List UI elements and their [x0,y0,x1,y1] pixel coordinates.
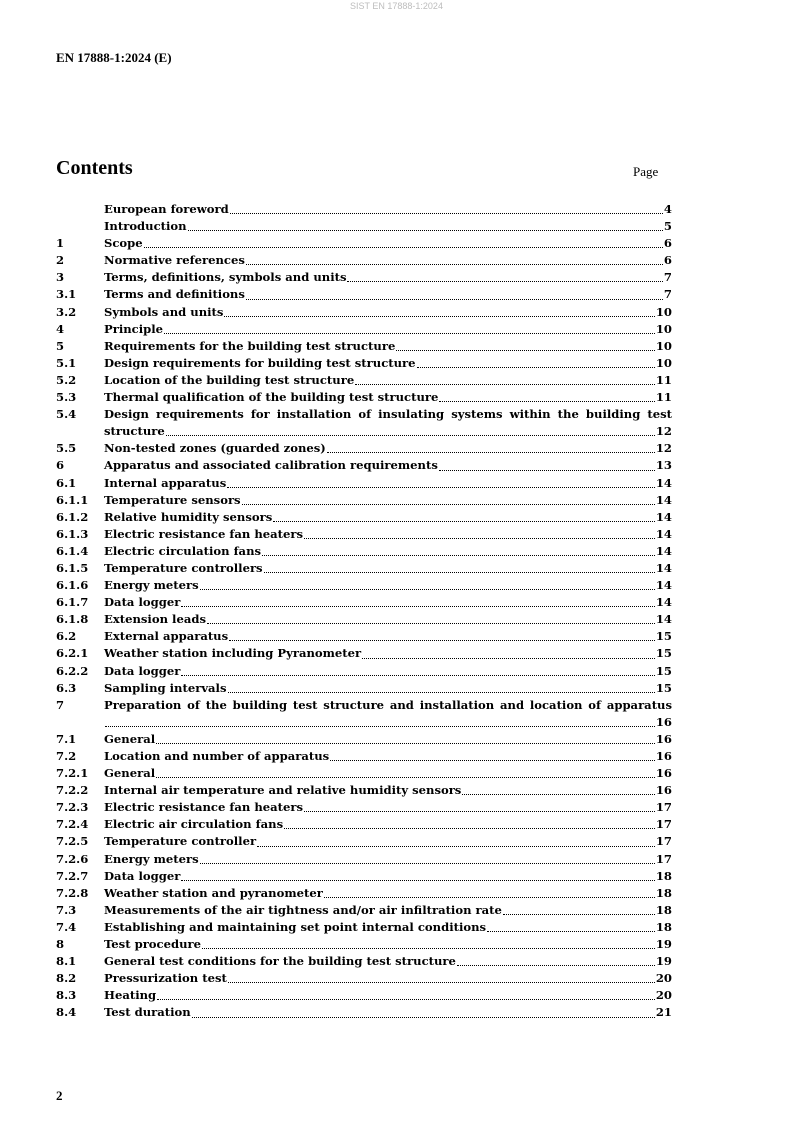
toc-entry-title: Principle [104,321,164,336]
toc-entry-title: Normative references [104,253,245,268]
toc-entry[interactable] [56,440,672,457]
toc-entry-number: 5.1 [56,355,77,370]
dot-leader [330,760,655,761]
toc-entry-page: 6 [663,253,672,268]
toc-entry-title: Electric resistance fan heaters [104,526,304,541]
toc-entry-number: 6.1.4 [56,543,89,558]
toc-entry-number: 8 [56,937,65,952]
toc-entry[interactable] [56,543,672,560]
toc-entry[interactable] [56,628,672,645]
dot-leader [503,914,655,915]
toc-entry-number: 6.1.3 [56,526,89,541]
toc-entry[interactable] [56,475,672,492]
toc-entry[interactable] [56,252,672,269]
toc-entry-title: Symbols and units [104,304,224,319]
toc-entry[interactable] [56,457,672,474]
toc-entry[interactable] [56,338,672,355]
toc-entry-title: Sampling intervals [104,680,227,695]
toc-entry-page: 6 [663,236,672,251]
toc-entry-number: 6.1.8 [56,612,89,627]
toc-entry-number: 6.2.1 [56,646,89,661]
toc-entry[interactable] [56,868,672,885]
dot-leader [439,401,655,402]
table-of-contents [56,201,672,1022]
toc-entry[interactable] [56,269,672,286]
toc-entry-number: 6.1.1 [56,492,89,507]
toc-entry-page: 17 [655,851,672,866]
toc-entry-page: 12 [655,424,672,439]
toc-entry-title: Scope [104,236,143,251]
toc-entry-page: 11 [655,372,672,387]
toc-entry[interactable] [56,765,672,782]
toc-entry[interactable] [56,594,672,611]
toc-entry-page: 19 [655,937,672,952]
toc-entry[interactable] [56,680,672,697]
toc-entry-number: 7.2.8 [56,885,89,900]
dot-leader [362,658,655,659]
dot-leader [304,811,655,812]
toc-entry-title: Measurements of the air tightness and/or air infiltration rate [104,902,502,917]
toc-entry[interactable] [56,509,672,526]
toc-entry-page: 7 [663,270,672,285]
toc-entry-page: 10 [655,338,672,353]
toc-entry-number: 5.3 [56,390,77,405]
document-id: EN 17888-1:2024 (E) [56,50,172,65]
toc-entry-page: 16 [655,714,672,729]
toc-entry[interactable] [56,782,672,799]
toc-entry-title: Temperature sensors [104,492,241,507]
toc-entry-title: Test duration [104,1005,191,1020]
toc-entry-number: 7.1 [56,731,77,746]
toc-entry-page: 18 [655,902,672,917]
dot-leader [242,504,655,505]
toc-entry-page: 12 [655,441,672,456]
dot-leader [230,213,663,214]
toc-entry-title: Weather station and pyranometer [104,885,323,900]
toc-entry-title: Location and number of apparatus [104,749,330,763]
toc-entry-page: 16 [655,749,672,763]
toc-entry-page: 14 [655,526,672,541]
dot-leader [457,965,655,966]
toc-entry-page: 14 [655,612,672,627]
dot-leader [200,589,655,590]
dot-leader [487,931,655,932]
dot-leader [192,1017,655,1018]
toc-entry[interactable] [56,885,672,902]
toc-entry[interactable] [56,970,672,987]
toc-entry-number: 7 [56,697,65,712]
toc-entry-number: 1 [56,236,65,251]
toc-entry-page: 4 [663,202,672,216]
toc-entry-title: Internal apparatus [104,475,227,490]
toc-entry[interactable] [56,953,672,970]
toc-entry[interactable] [56,799,672,816]
toc-entry-number: 5.5 [56,441,77,456]
toc-entry-page: 15 [655,629,672,644]
dot-leader [262,555,655,556]
toc-entry-title: General test conditions for the building test structure [104,954,456,969]
toc-entry-number: 6.1 [56,475,77,490]
dot-leader [157,999,655,1000]
toc-entry-page: 14 [655,543,672,558]
toc-entry-page: 14 [655,595,672,610]
dot-leader [156,777,655,778]
toc-entry[interactable] [56,355,672,372]
toc-entry[interactable] [56,492,672,509]
toc-entry-title: Electric air circulation fans [104,817,284,832]
toc-entry-number: 7.2.3 [56,800,89,815]
toc-entry[interactable] [56,389,672,406]
toc-entry[interactable] [56,748,672,765]
toc-entry-number: 6.2 [56,629,77,644]
dot-leader [396,350,655,351]
toc-entry-title: Electric resistance fan heaters [104,800,304,815]
toc-entry-page: 15 [655,646,672,661]
toc-entry-number: 3.1 [56,287,77,302]
toc-entry-title: Energy meters [104,578,199,593]
toc-entry[interactable] [56,577,672,594]
toc-entry-title: Electric circulation fans [104,543,262,558]
toc-entry[interactable] [56,816,672,833]
toc-entry-title: Apparatus and associated calibration requirements [104,458,438,473]
toc-entry-page: 18 [655,919,672,934]
dot-leader [228,692,655,693]
toc-entry-number: 6.1.2 [56,509,89,524]
toc-entry-title: General [104,731,156,746]
dot-leader [304,538,655,539]
toc-entry-title: Design requirements for installation of insulating systems within the building test [104,407,672,422]
dot-leader [207,623,655,624]
toc-entry[interactable] [56,560,672,577]
toc-entry-page: 17 [655,800,672,815]
toc-entry-page: 20 [655,971,672,986]
toc-entry-page: 11 [655,390,672,405]
toc-entry-title: Pressurization test [104,971,227,986]
toc-entry-number: 7.2.6 [56,851,89,866]
dot-leader [355,384,655,385]
toc-entry-number: 5.2 [56,372,77,387]
toc-entry-page: 16 [655,783,672,798]
dot-leader [284,828,655,829]
toc-entry-number: 7.4 [56,919,77,934]
toc-entry-title: Design requirements for building test structure [104,355,416,370]
page-number: 2 [56,1088,63,1103]
toc-entry-page: 14 [655,560,672,575]
toc-entry-page: 10 [655,355,672,370]
toc-entry-page: 18 [655,885,672,900]
dot-leader [227,487,655,488]
toc-entry-title: Test procedure [104,937,201,952]
toc-entry-page: 21 [655,1005,672,1020]
dot-leader [246,264,663,265]
toc-entry-title: Location of the building test structure [104,372,355,387]
toc-entry[interactable] [56,372,672,389]
toc-entry-number: 6.1.6 [56,578,89,593]
toc-entry-number: 5.4 [56,407,77,422]
toc-entry-number: 6 [56,458,65,473]
toc-entry-number: 8.3 [56,988,77,1003]
dot-leader [324,897,655,898]
toc-entry[interactable] [56,611,672,628]
toc-entry-number: 7.2 [56,749,77,763]
toc-entry[interactable] [56,201,672,218]
toc-entry-page: 19 [655,954,672,969]
dot-leader [439,470,655,471]
dot-leader [164,333,655,334]
toc-entry[interactable] [56,851,672,868]
toc-entry-page: 14 [655,492,672,507]
toc-entry-number: 3 [56,270,65,285]
dot-leader [181,606,655,607]
toc-entry[interactable] [56,286,672,303]
toc-entry[interactable] [56,919,672,936]
toc-entry-title: European foreword [104,202,229,216]
toc-entry-number: 5 [56,338,65,353]
toc-entry-page: 5 [663,219,672,234]
dot-leader [273,521,655,522]
toc-entry-title: General [104,766,156,781]
toc-entry-title: Data logger [104,868,181,883]
watermark: SIST EN 17888-1:2024 [350,1,443,11]
toc-entry[interactable] [56,833,672,850]
toc-entry-page: 14 [655,509,672,524]
toc-entry[interactable] [56,1004,672,1021]
dot-leader [347,281,662,282]
toc-entry-title: Establishing and maintaining set point internal conditions [104,919,487,934]
toc-entry-title: Heating [104,988,157,1003]
toc-entry-number: 7.2.5 [56,834,89,849]
toc-entry-title: Requirements for the building test structure [104,338,396,353]
dot-leader [228,982,655,983]
toc-entry-number: 6.1.7 [56,595,89,610]
toc-entry[interactable] [56,902,672,919]
toc-entry-page: 14 [655,578,672,593]
toc-entry[interactable] [56,218,672,235]
toc-entry-number: 4 [56,321,65,336]
toc-entry-number: 6.2.2 [56,663,89,678]
dot-leader [264,572,655,573]
dot-leader [224,316,654,317]
toc-entry-page: 10 [655,321,672,336]
toc-entry-title: Temperature controllers [104,560,263,575]
dot-leader [144,247,663,248]
dot-leader [229,640,655,641]
page-column-label: Page [633,164,659,179]
dot-leader [188,230,663,231]
dot-leader [257,846,655,847]
toc-entry-page: 14 [655,475,672,490]
toc-entry-page: 10 [655,304,672,319]
toc-entry-page: 17 [655,834,672,849]
dot-leader [181,675,655,676]
toc-entry-page: 16 [655,731,672,746]
toc-entry[interactable] [56,645,672,662]
toc-entry-title: Data logger [104,663,181,678]
toc-entry-title: Thermal qualification of the building test structure [104,390,439,405]
dot-leader [417,367,655,368]
toc-entry[interactable] [56,697,672,731]
toc-entry-number: 7.2.7 [56,868,89,883]
toc-entry-title-continued: structure [104,424,165,439]
toc-entry-page: 15 [655,663,672,678]
toc-entry-number: 2 [56,253,65,268]
toc-entry-number: 7.2.1 [56,766,89,781]
toc-entry-title: Extension leads [104,612,206,627]
toc-entry[interactable] [56,304,672,321]
toc-entry-page: 20 [655,988,672,1003]
toc-entry-number: 7.2.2 [56,783,89,798]
toc-entry-number: 7.3 [56,902,77,917]
toc-entry-title: Terms, definitions, symbols and units [104,270,347,285]
toc-entry[interactable] [56,663,672,680]
toc-entry-page: 18 [655,868,672,883]
toc-entry[interactable] [56,526,672,543]
toc-entry[interactable] [56,987,672,1004]
toc-entry-title: Terms and definitions [104,287,245,302]
toc-entry-title: Preparation of the building test structure and installation and location of apparatus [104,697,672,712]
toc-entry-title: Weather station including Pyranometer [104,646,362,661]
toc-entry-number: 3.2 [56,304,77,319]
toc-entry-number: 8.4 [56,1005,77,1020]
toc-entry-number: 8.2 [56,971,77,986]
toc-entry-title: Relative humidity sensors [104,509,273,524]
toc-entry-title: Energy meters [104,851,199,866]
toc-entry[interactable] [56,321,672,338]
toc-entry-title: Data logger [104,595,181,610]
toc-entry-page: 7 [663,287,672,302]
page-title: Contents [56,157,133,179]
toc-entry[interactable] [56,235,672,252]
toc-entry-number: 8.1 [56,954,77,969]
toc-entry-page: 15 [655,680,672,695]
dot-leader [462,794,655,795]
toc-entry-page: 17 [655,817,672,832]
toc-entry[interactable] [56,731,672,748]
dot-leader [105,726,655,727]
dot-leader [156,743,655,744]
dot-leader [327,452,655,453]
toc-entry-title: Temperature controller [104,834,257,849]
toc-entry[interactable] [56,936,672,953]
toc-entry-number: 6.3 [56,680,77,695]
dot-leader [200,863,655,864]
toc-entry-page: 13 [655,458,672,473]
toc-entry-number: 6.1.5 [56,560,89,575]
dot-leader [181,880,655,881]
dot-leader [246,299,663,300]
dot-leader [166,435,655,436]
dot-leader [202,948,655,949]
toc-entry-page: 16 [655,766,672,781]
toc-entry-number: 7.2.4 [56,817,89,832]
toc-entry[interactable] [56,406,672,440]
toc-entry-title: External apparatus [104,629,229,644]
toc-entry-title: Introduction [104,219,187,234]
toc-entry-title: Internal air temperature and relative humidity sensors [104,783,462,798]
toc-entry-title: Non-tested zones (guarded zones) [104,441,326,456]
